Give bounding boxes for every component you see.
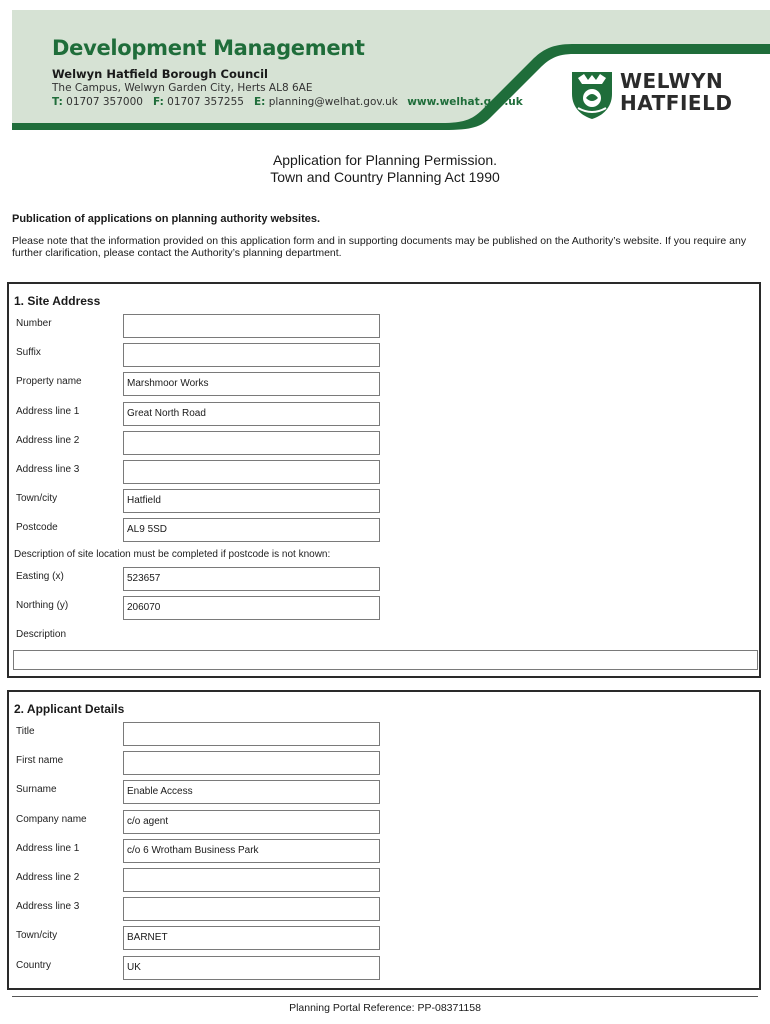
council-name: Welwyn Hatfield Borough Council bbox=[52, 67, 268, 81]
site-row-label: Postcode bbox=[16, 522, 58, 534]
easting-label: Easting (x) bbox=[16, 571, 64, 582]
description-label: Description bbox=[16, 629, 67, 640]
publication-notice: Please note that the information provided on this application form and in supporting documents may be published on the Authority’s website. If you require any further clarification, please contact the Authority’s planning department. bbox=[12, 235, 747, 259]
website-link[interactable]: www.welhat.gov.uk bbox=[407, 96, 523, 108]
site-row-label: Number bbox=[16, 318, 52, 329]
site-row-field[interactable] bbox=[123, 431, 380, 455]
site-row-field[interactable]: Marshmoor Works bbox=[123, 372, 380, 396]
applicant-row-field[interactable] bbox=[123, 897, 380, 921]
council-address: The Campus, Welwyn Garden City, Herts AL8 6AE bbox=[52, 82, 313, 94]
applicant-row-label: First name bbox=[16, 755, 64, 767]
site-row-field[interactable]: Hatfield bbox=[123, 489, 380, 513]
applicant-details-section bbox=[7, 690, 761, 990]
email-address[interactable]: planning@welhat.gov.uk bbox=[268, 96, 398, 108]
applicant-row-field[interactable]: BARNET bbox=[123, 926, 380, 950]
applicant-row-field[interactable]: UK bbox=[123, 956, 380, 980]
email-key: E: bbox=[253, 96, 266, 108]
applicant-row-label: Surname bbox=[16, 784, 57, 796]
site-row-label: Address line 3 bbox=[16, 464, 80, 475]
site-row-label: Town/city bbox=[16, 493, 58, 505]
applicant-row-field[interactable]: c/o 6 Wrotham Business Park bbox=[123, 839, 380, 863]
applicant-row-label: Address line 2 bbox=[16, 872, 80, 883]
site-address-section bbox=[7, 282, 761, 678]
site-row-label: Property name bbox=[16, 376, 82, 388]
applicant-row-label: Address line 3 bbox=[16, 901, 80, 913]
department-title: Development Management bbox=[52, 36, 365, 60]
easting-field[interactable]: 523657 bbox=[123, 567, 380, 591]
site-row-field[interactable] bbox=[123, 343, 380, 367]
portal-reference: Planning Portal Reference: PP-08371158 bbox=[289, 1002, 481, 1014]
council-logo-text: WELWYN HATFIELD bbox=[620, 69, 733, 115]
northing-field[interactable]: 206070 bbox=[123, 596, 380, 620]
site-row-label: Suffix bbox=[16, 347, 41, 359]
form-title: Application for Planning Permission. Town and Country Planning Act 1990 bbox=[270, 152, 500, 185]
phone-key: T: bbox=[52, 96, 63, 108]
fax-key: F: bbox=[152, 96, 164, 108]
fax-number: 01707 357255 bbox=[167, 96, 244, 108]
northing-label: Northing (y) bbox=[16, 600, 69, 611]
location-note: Description of site location must be completed if postcode is not known: bbox=[14, 549, 331, 560]
site-row-label: Address line 1 bbox=[16, 405, 80, 417]
section-title: 2. Applicant Details bbox=[14, 702, 125, 716]
site-row-field[interactable]: AL9 5SD bbox=[123, 518, 380, 542]
section-title: 1. Site Address bbox=[14, 294, 101, 308]
phone-number: 01707 357000 bbox=[66, 96, 143, 108]
applicant-row-label: Town/city bbox=[16, 930, 58, 942]
site-row-field[interactable]: Great North Road bbox=[123, 402, 380, 426]
applicant-row-label: Company name bbox=[16, 813, 87, 825]
council-crest-icon bbox=[570, 70, 614, 120]
applicant-row-label: Country bbox=[16, 959, 52, 971]
applicant-row-field[interactable]: c/o agent bbox=[123, 810, 380, 834]
letterhead bbox=[12, 10, 770, 130]
footer-divider bbox=[12, 996, 758, 997]
applicant-row-field[interactable] bbox=[123, 722, 380, 746]
publication-heading: Publication of applications on planning authority websites. bbox=[12, 213, 321, 225]
applicant-row-label: Address line 1 bbox=[16, 842, 80, 854]
site-row-field[interactable] bbox=[123, 460, 380, 484]
site-row-label: Address line 2 bbox=[16, 434, 80, 446]
applicant-row-field[interactable] bbox=[123, 751, 380, 775]
site-row-field[interactable] bbox=[123, 314, 380, 338]
applicant-row-field[interactable] bbox=[123, 868, 380, 892]
applicant-row-field[interactable]: Enable Access bbox=[123, 780, 380, 804]
description-field[interactable] bbox=[13, 650, 758, 670]
applicant-row-label: Title bbox=[16, 726, 35, 737]
contact-line bbox=[52, 96, 523, 108]
